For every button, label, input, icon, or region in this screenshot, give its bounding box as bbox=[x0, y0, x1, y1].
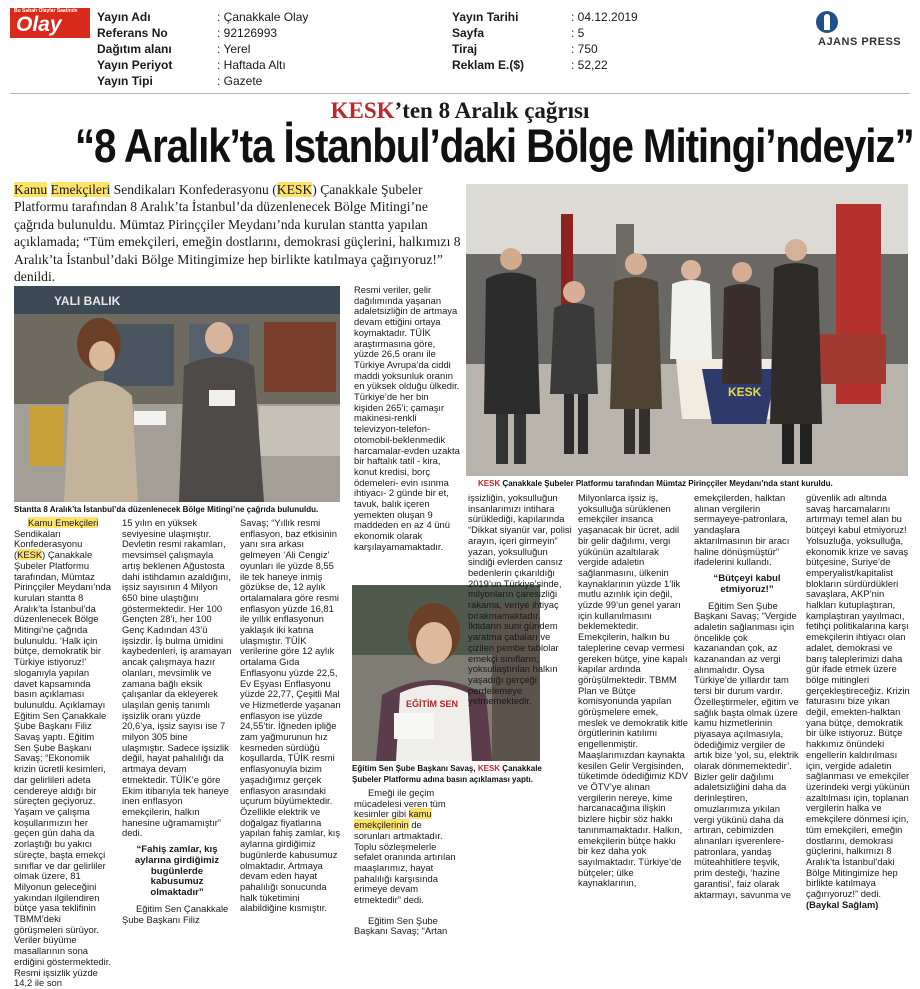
lead-part1: Sendikaları Konfederasyonu ( bbox=[110, 182, 277, 197]
meta-row bbox=[97, 41, 308, 57]
caption-middle-part2: Çanakkale Şubeler Platformu adına basın açıklaması yaptı. bbox=[352, 764, 542, 784]
col2-subhead: “Fahiş zamlar, kış aylarına girdiğimiz bugünlerde kabusumuz olmaktadır” bbox=[134, 844, 220, 899]
body-column-5 bbox=[468, 493, 572, 785]
col7-text2: Eğitim Sen Şube Başkanı Savaş; “Vergide adaletin sağlanması için öncelikle çok kazanandan çok, az kazanandan az vergi alınmalıdır. Oysa Türkiye’de yıllardır tam tersi bir durum vardır. Özelleştirmeler, eğitim ve sağlık başta olmak üzere kamu hizmetlerinin piyasaya açılmasıyla, ödediğimiz vergiler de artık bize ‘yol, su, elektrik olarak dönmemektedir’. Bizler gelir dağılımı adaletsizliğini daha da derinleştiren, omuzlarımıza yıkılan vergi yükünü daha da artıran, cebimizden alınanları işverenlere-patronlara, yandaş müteahhitlere teşvik, prim desteği, ‘hazine garantisi’, faiz olarak aktarmayı, savunma ve bbox=[694, 599, 799, 900]
meta-value: : Gazete bbox=[217, 74, 263, 88]
meta-row bbox=[452, 25, 638, 41]
col8-text: güvenlik adı altında savaş harcamalarını artırmayı temel alan bu bütçeyi kabul etmiyoruz! Yolsuzluğa, yoksulluğa, ekonomik krize ve savaş bütçesine, Suriye’de emperyalist/kapitalist blokların sürdürdükleri savaşlara, AKP’nin halkları kutuplaştıran, kamplaştıran yayılmacı, fetihçi politikalarına karşı emekçilerin ihtiyacı olan adalet, demokrasi ve barış taleplerimizi daha gür ifade etmek üzere bölge mitingleri gerçekleştireceğiz. Krizin faturasını bize yıkan değil, emekten-halktan yana bütçe, demokratik bir ülke istiyoruz. Bütçe hakkımız önündeki engellerin kaldırılması için, vergide adaletin sağlanması ve emekçiler üzerindeki vergi yükünün azaltılması için, toplanan vergilerin halka ve emekçilere dönmesi için, tüm emekçileri, emeğin dostlarını, demokrasi güçlerini, halkımızı 8 Aralık’ta İstanbul’daki Bölge Mitingimize hep birlikte katılmaya çağırıyoruz!” dedi. bbox=[806, 492, 910, 900]
col2-text1: 15 yılın en yüksek seviyesine ulaşmıştır. Devletin resmi rakamları, mevsimsel çalışmayla artış beklenen Ağustosta dahi istihdamın azaldığını, işsiz sayısının 4 Milyon 650 bine ulaştığını göstermektedir. Her 100 Gençten 28’i, her 100 Genç Kadından 43’ü işsizdir. İş bulma ümidini kaybedenleri, iş aramayan ancak çalışmaya hazır olanları, mevsimlik ve zamana bağlı eksik çalışanlar da ekleyerek ulaşılan geniş tanımlı işsizlik oranı yüzde 20,6’ya, işsiz sayısı ise 7 milyon 305 bine ulaşmıştır. Sadece işsizlik değil, hayat pahalılığı da artmaya devam etmektedir. TÜİK’e göre Ekim itibarıyla tek haneye inen enflasyon emekçilerin, halkın hanesine uğramamıştır” dedi. bbox=[122, 517, 232, 839]
body-column-3 bbox=[240, 518, 343, 958]
highlight-kesk: KESK bbox=[17, 549, 43, 561]
meta-row bbox=[452, 57, 638, 73]
globe-icon bbox=[816, 11, 838, 33]
meta-label: Yayın Tipi bbox=[97, 74, 153, 88]
supertitle-rest: ’ten 8 Aralık çağrısı bbox=[394, 98, 590, 123]
supertitle-kesk: KESK bbox=[330, 98, 395, 123]
caption-middle-kesk: KESK bbox=[477, 764, 501, 773]
body-column-2 bbox=[122, 518, 232, 958]
highlight-kesk: KESK bbox=[276, 182, 313, 197]
publication-meta-left bbox=[97, 9, 308, 89]
body-column-8 bbox=[806, 493, 910, 960]
col2-text2: Eğitim Sen Çanakkale Şube Başkanı Filiz bbox=[122, 903, 229, 925]
highlight-emekcileri: Emekçileri bbox=[50, 182, 111, 197]
agency-logo bbox=[814, 10, 914, 50]
body-column-4-bottom bbox=[354, 788, 456, 960]
meta-label: Tiraj bbox=[452, 42, 478, 56]
body-column-1 bbox=[14, 517, 112, 989]
meta-row bbox=[97, 73, 308, 89]
lead-part2: ) Çanakkale Şubeler Platformu tarafından 8 Aralık’ta İstanbul’da düzenlenecek Bölge Mitingi’ne çağrıda bulunuldu. Mümtaz Pirinççiler Meydanı’nda kurulan stantta yapılan açıklamada; “Tüm emekçileri, emeğin dostlarını, demokrasi güçlerini, halkımızı 8 Aralık’ta İstanbul’daki Bölge Mitingimize hep birlikte katılmaya çağırıyoruz!” denildi. bbox=[14, 182, 461, 285]
article-lead bbox=[14, 181, 464, 285]
meta-row bbox=[97, 25, 308, 41]
author-signature: (Baykal Sağlam) bbox=[806, 898, 879, 910]
article-headline: “8 Aralık’ta İstanbul’daki Bölge Mitingi’ndeyiz” bbox=[74, 119, 914, 172]
highlight-kamu-emekcileri: Kamu Emekçileri bbox=[28, 517, 99, 528]
meta-value: : 92126993 bbox=[217, 26, 278, 40]
col1-part2: ) Çanakkale Şubeler Platformu tarafından, Mümtaz Pirinççiler Meydanı’nda kurulan stantta 8 Aralık’ta İstanbul’da düzenlenecek Bölge Mitingi’ne çağrıda bulunuldu. ‘Halk için bütçe, demokratik bir Türkiye istiyoruz!’ sloganıyla yapılan davet kapsamında basın açıklaması bulunuldu. Açıklamayı Eğitim Sen Çanakkale Şube Başkanı Filiz Savaş yaptı. Eğitim Sen Şube Başkanı Savaş; “Ekonomik krizin ücretli kesimleri, dar gelirlileri adeta cendereye aldığı bir süreçten geçiyoruz. Yaşam ve çalışma koşullarımızın her geçen gün daha da zorlaştığı bu yakıcı süreçte, başta emekçi sınıflar ve dar gelirliler olmak üzere, 81 Milyonun geleceğini yakından ilgilendiren bütçe yasa teklifinin TBMM’deki görüşmeleri sürüyor. Veriler büyüme masallarının sona erdiğini göstermektedir. Resmi işsizlik yüzde 14,2 ile son bbox=[14, 549, 111, 989]
vest-text: EĞİTİM SEN bbox=[406, 699, 459, 709]
meta-label: Referans No bbox=[97, 26, 168, 40]
highlight-kamu-emekcilerinin: kamu emekçilerinin bbox=[354, 808, 432, 831]
body-column-6 bbox=[578, 493, 688, 960]
highlight-kamu: Kamu bbox=[14, 182, 48, 197]
photo-caption-right bbox=[478, 479, 910, 490]
meta-label: Yayın Tarihi bbox=[452, 10, 519, 24]
meta-value: : Haftada Altı bbox=[217, 58, 286, 72]
meta-value: : Çanakkale Olay bbox=[217, 10, 309, 24]
photo-stand-left bbox=[14, 286, 340, 502]
col3-text: Savaş; “Yıllık resmi enflasyon, baz etkisinin yanı sıra arkası gelmeyen ‘Ali Cengiz’ oyunları ile yüzde 8,55 ile tek haneye inmiş gözükse de, 12 aylık ortalamalara göre resmi enflasyon yüzde 16,81 ile yıllık enflasyonun yaklaşık iki katına ulaşmıştır. TÜİK verilerine göre 12 aylık ortalama Gıda Enflasyonu yüzde 22,5, Ev Eşyası Enflasyonu yüzde 22,77, Çeşitli Mal ve Hizmetlerde yaşanan enflasyon ise yüzde 24,55’tir. İğneden ipliğe zam yağmurunun hız kesmeden sürdüğü koşullarda, TÜİK resmi enflasyonuyla bizim yaşadığımız gerçek enflasyon arasındaki uçurum büyümektedir. Özellikle elektrik ve doğalgaz fiyatlarına yapılan fahiş zamlar, kış aylarına girdiğimiz bugünlerde kabusumuz olmaktadır. Artmaya devam eden hayat pahalılığı sonucunda halk tüketimini alabildiğine kısmıştır. bbox=[240, 517, 341, 914]
col7-subhead: “Bütçeyi kabul etmiyoruz!” bbox=[713, 572, 781, 595]
agency-name: AJANS PRESS bbox=[818, 36, 902, 48]
meta-row bbox=[452, 41, 638, 57]
meta-label: Yayın Periyot bbox=[97, 58, 173, 72]
body-column-4-top bbox=[354, 285, 460, 581]
meta-row bbox=[97, 9, 308, 25]
banner-text: KESK bbox=[728, 385, 762, 399]
meta-row bbox=[97, 57, 308, 73]
clipping-header bbox=[0, 0, 920, 92]
meta-label: Sayfa bbox=[452, 26, 485, 40]
photo-group-right bbox=[466, 184, 908, 476]
col4-text-c: Eğitim Sen Şube Başkanı Savaş; “Artan bbox=[354, 914, 448, 937]
logo-subtext: Bu Sabah Olaylar Saatinde bbox=[14, 8, 78, 14]
caption-kesk: KESK bbox=[478, 479, 501, 488]
logo-text: Olay bbox=[16, 13, 62, 36]
meta-label: Dağıtım alanı bbox=[97, 42, 172, 56]
meta-value: : 750 bbox=[571, 42, 598, 56]
body-column-7 bbox=[694, 493, 800, 960]
header-divider bbox=[10, 93, 910, 94]
col5-text: işsizliğin, yoksulluğun insanlarımızı intihara sürüklediği, kapılarında “Dikkat siyanür var, polisi arayın, içeri girmeyin” yazan, yoksulluğun sindiği evlerden cansız bedenlerin çıkarıldığı 2019’un Türkiye’sinde, milyonların çaresizliği rakama, veriye ihtiyaç bırakmamaktadır. İktidarın suni gündem yaratma çabaları ve çizilen pembe tablolar emekçi sınıfların, yoksullaştırılan halkın yaşadığı gerçeği perdelemeye yetmemektedir. bbox=[468, 492, 572, 707]
meta-label: Yayın Adı bbox=[97, 10, 151, 24]
shop-sign-text: YALI BALIK bbox=[54, 294, 121, 308]
col6-text: Milyonlarca işsiz iş, yoksulluğa sürüklenen emekçiler insanca yaşanacak bir ücret, adil bir gelir dağılımı, vergi yükünün azaltılarak vergide adaletin sağlanmasını, ülkenin kaynaklarının yüzde 1’lik mutlu azınlık için değil, yüzde 99’un genel yararı için kullanılmasını beklemektedir. Emekçilerin, halkın bu taleplerine cevap vermesi gereken bütçe, yine kapalı kapılar ardında görüşülmektedir. TBMM Plan ve Bütçe komisyonunda yapılan görüşmelere emek, meslek ve demokratik kitle örgütlerinin katılımı engellenmiştir. Maaşlarımızdan kaynakta kesilen Gelir Vergisinden, tüketimde ödediğimiz KDV ve ÖTV’ye alınan vergilerin nereye, kime harcanacağına ilişkin bizlere hiçbir söz hakkı tanınmamaktadır. Halkın, emekçilerin bütçe hakkı bir kez daha yok sayılmaktadır. Türkiye’de bütçeler; ülke kaynaklarının, bbox=[578, 492, 688, 889]
col4-top-text: Resmi veriler, gelir dağılımında yaşanan adaletsizliğin de artmaya devam ettiğini ortaya koymaktadır. TÜİK araştırmasına göre, yüzde 26,5 oranı ile Türkiye Avrupa’da ciddi maddi yoksunluk oranın en yüksek olduğu ülkedir. Türkiye’de her bin kişiden 265’i; çamaşır makinesi-renkli televizyon-telefon-otomobil-beklenmedik harcamalar-evden uzakta bir haftalık tatil - kira, konut kredisi, borç ödemeleri- evin ısınma ihtiyacı- 2 günde bir et, tavuk, balık içeren yemekten oluşan 9 maddeden en az 4 ünü ekonomik olarak karşılayamamaktadır. bbox=[354, 284, 460, 552]
publication-meta-right bbox=[452, 9, 638, 73]
caption-rest: Çanakkale Şubeler Platformu tarafından Mümtaz Pirinççiler Meydanı’nda stant kuruldu. bbox=[500, 479, 833, 488]
col4-text-a: Emeği ile geçim mücadelesi veren tüm kesimler gibi bbox=[354, 787, 446, 820]
meta-label: Reklam E.($) bbox=[452, 58, 525, 72]
newspaper-logo bbox=[10, 8, 90, 38]
meta-value: : Yerel bbox=[217, 42, 251, 56]
caption-middle-part1: Eğitim Sen Şube Başkanı Savaş, bbox=[352, 764, 478, 773]
meta-value: : 5 bbox=[571, 26, 585, 40]
meta-value: : 52,22 bbox=[571, 58, 608, 72]
col1-part1: Sendikaları Konfederasyonu ( bbox=[14, 527, 83, 561]
photo-caption-left: Stantta 8 Aralık’ta İstanbul’da düzenlenecek Bölge Mitingi’ne çağrıda bulunuldu. bbox=[14, 505, 319, 514]
col7-text1: emekçilerden, halktan alınan vergilerin sermayeye-patronlara, yandaşlara aktarılmasının bir aracı haline dönüşmüştür” ifadelerini kullandı. bbox=[694, 492, 790, 568]
col4-text-b: de sorunları artmaktadır. Toplu sözleşmelerle sefalet oranında artırılan maaşlarımız, hayat pahalılığı karşısında erimeye devam etmektedir” dedi. bbox=[354, 819, 456, 906]
meta-row bbox=[452, 9, 638, 25]
meta-value: : 04.12.2019 bbox=[571, 10, 638, 24]
